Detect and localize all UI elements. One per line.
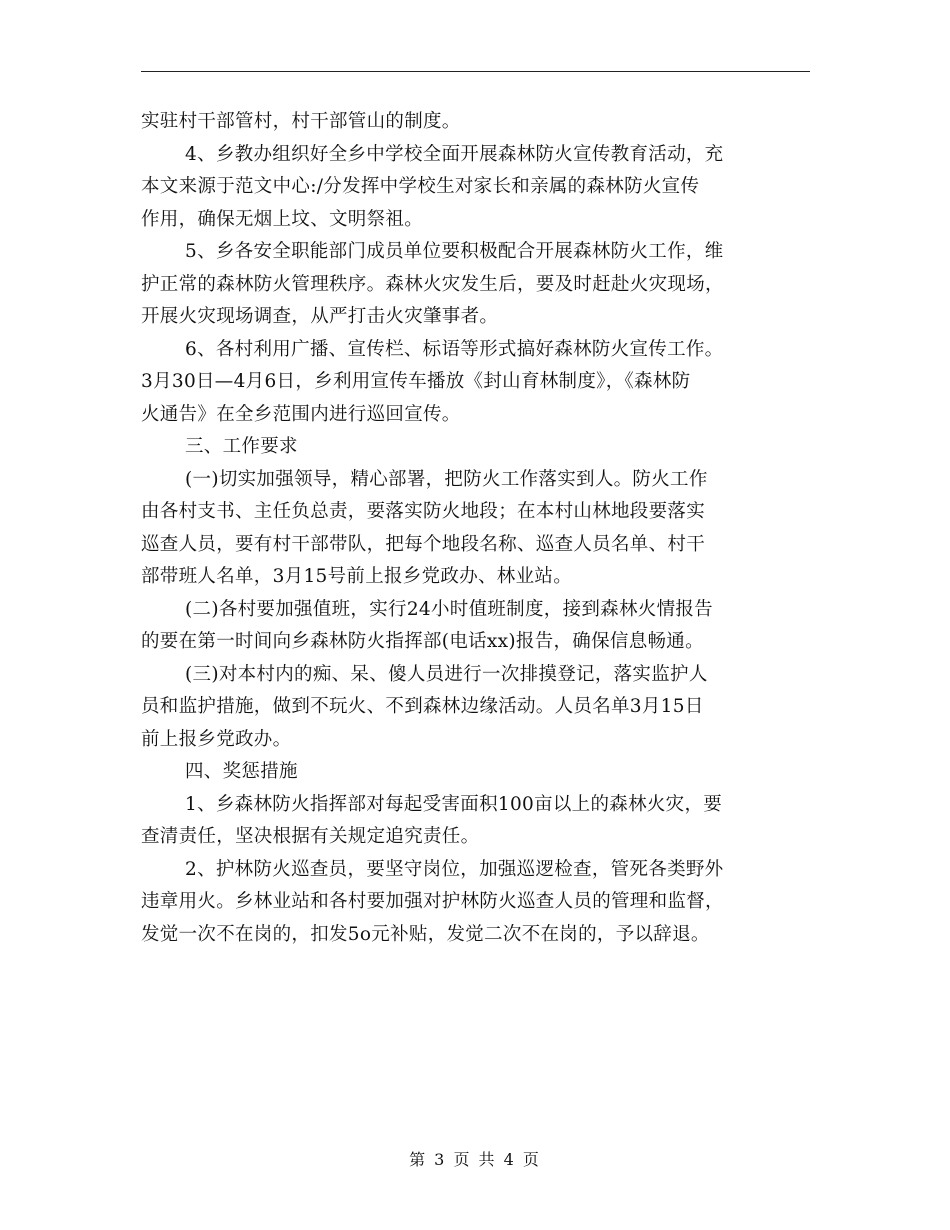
- text-line: 3月30日—4月6日，乡利用宣传车播放《封山育林制度》，《森林防: [141, 371, 691, 392]
- section-heading: 三、工作要求: [185, 436, 298, 457]
- text-line: 作用，确保无烟上坟、文明祭祖。: [141, 208, 424, 230]
- text-line: 实驻村干部管村，村干部管山的制度。: [141, 111, 461, 132]
- page-number: 第 3 页 共 4 页: [409, 1150, 541, 1169]
- text-line: 员和监护措施，做到不玩火、不到森林边缘活动。人员名单3月15日: [141, 696, 704, 717]
- document-body: [141, 106, 810, 951]
- section-heading: 四、奖惩措施: [185, 761, 298, 782]
- text-line: 前上报乡党政办。: [141, 728, 292, 750]
- text-line: 发觉一次不在岗的，扣发5o元补贴，发觉二次不在岗的，予以辞退。: [141, 923, 710, 945]
- text-line: (一)切实加强领导，精心部署，把防火工作落实到人。防火工作: [185, 468, 708, 490]
- text-line: 部带班人名单，3月15号前上报乡党政办、林业站。: [141, 566, 573, 587]
- text-line: 2、护林防火巡查员，要坚守岗位，加强巡逻检查，管死各类野外: [185, 858, 724, 880]
- text-line: 护正常的森林防火管理秩序。森林火灾发生后，要及时赶赴火灾现场，: [141, 273, 724, 295]
- text-line: (二)各村要加强值班，实行24小时值班制度，接到森林火情报告: [185, 598, 713, 620]
- text-line: 6、各村利用广播、宣传栏、标语等形式搞好森林防火宣传工作。: [185, 338, 724, 360]
- text-line: 5、乡各安全职能部门成员单位要积极配合开展森林防火工作，维: [185, 241, 724, 262]
- text-line: 的要在第一时间向乡森林防火指挥部(电话xx)报告，确保信息畅通。: [141, 631, 704, 652]
- text-line: 违章用火。乡林业站和各村要加强对护林防火巡查人员的管理和监督，: [141, 891, 724, 912]
- text-line: 1、乡森林防火指挥部对每起受害面积100亩以上的森林火灾，要: [185, 793, 723, 815]
- text-line: 查清责任，坚决根据有关规定追究责任。: [141, 826, 480, 847]
- header-rule: [141, 71, 810, 72]
- text-line: (三)对本村内的痴、呆、傻人员进行一次排摸登记，落实监护人: [185, 663, 708, 685]
- text-line: 4、乡教办组织好全乡中学校全面开展森林防火宣传教育活动，充: [185, 143, 724, 165]
- text-line: 巡查人员，要有村干部带队，把每个地段名称、巡查人员名单、村干: [141, 533, 706, 555]
- text-line: 由各村支书、主任负总责，要落实防火地段；在本村山林地段要落实: [141, 501, 706, 522]
- text-line: 火通告》在全乡范围内进行巡回宣传。: [141, 403, 461, 425]
- text-line: 本文来源于范文中心:/分发挥中学校生对家长和亲属的森林防火宣传: [141, 176, 700, 197]
- text-line: 开展火灾现场调查，从严打击火灾肇事者。: [141, 306, 499, 327]
